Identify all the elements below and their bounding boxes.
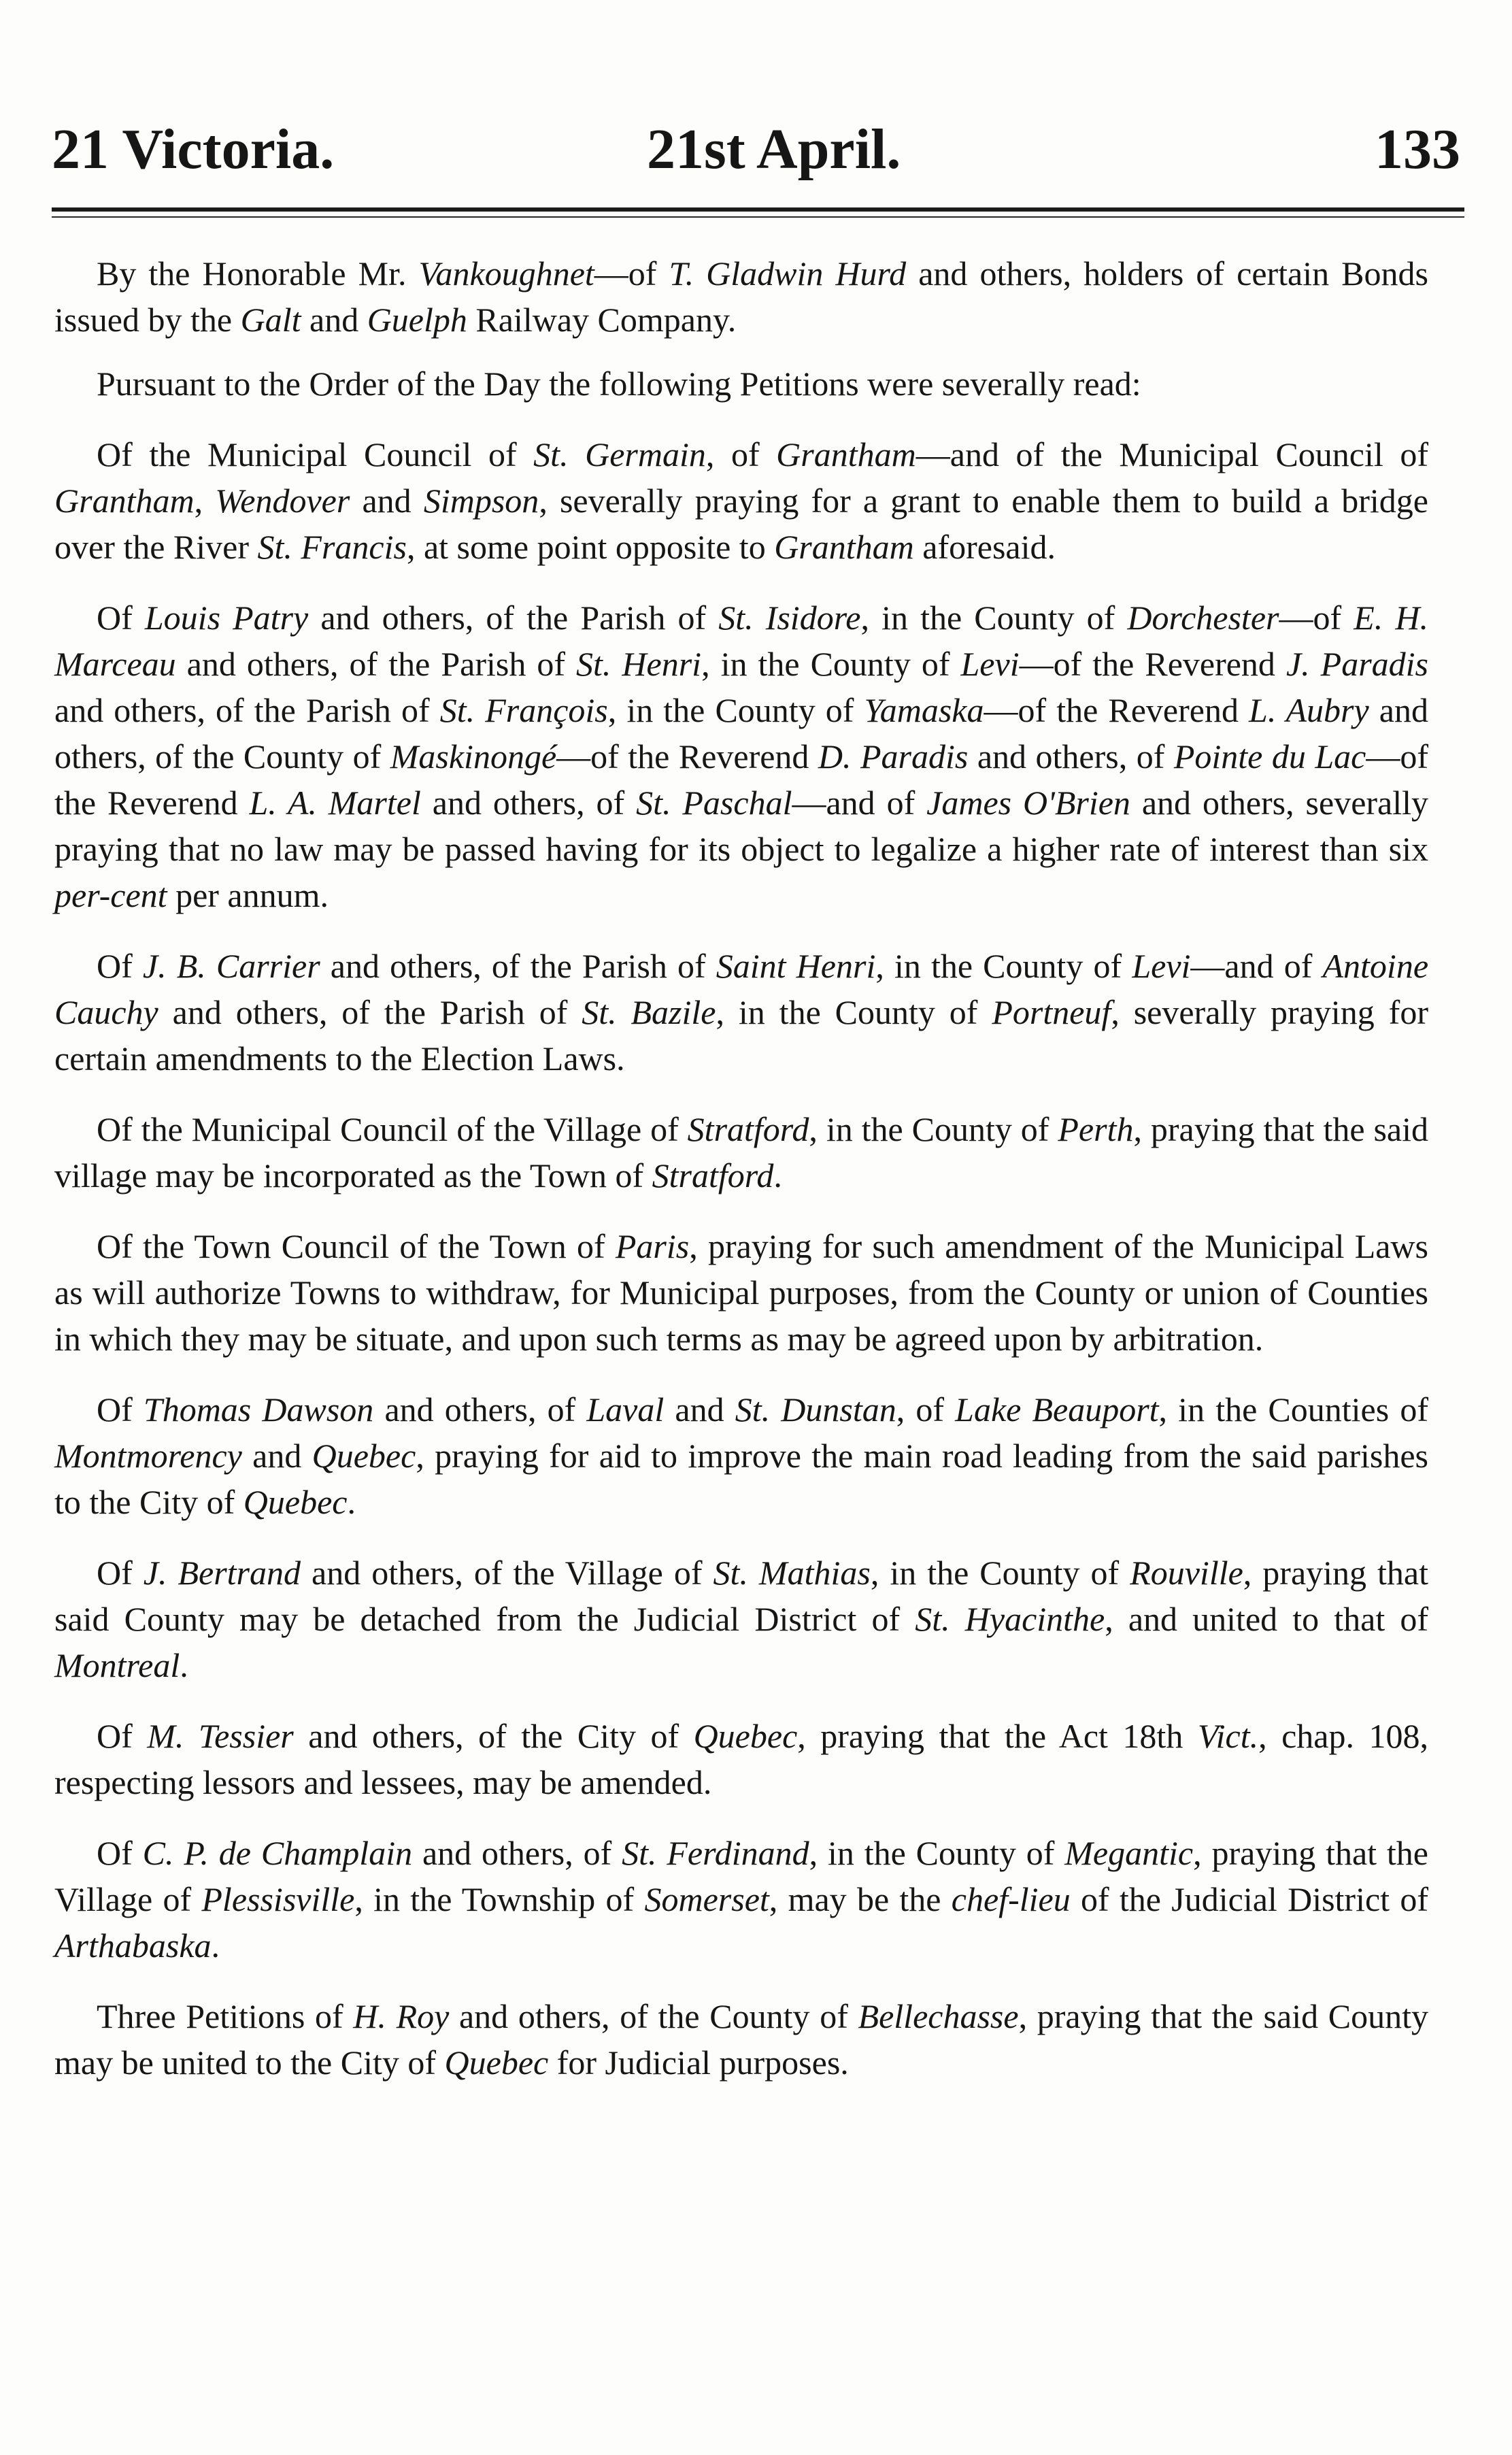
italic-name: Stratford: [652, 1156, 774, 1195]
paragraph-p2: [54, 361, 1428, 407]
italic-name: Plessisville: [201, 1880, 355, 1918]
text-run: and others, of: [373, 1390, 587, 1429]
text-run: —and of: [1190, 947, 1323, 985]
text-run: Of: [97, 1390, 144, 1429]
text-run: , of: [705, 435, 777, 473]
text-run: , praying that the said village may be incorporated as the Town of: [54, 1110, 1428, 1195]
text-run: —of the Reverend: [556, 737, 818, 775]
text-run: , in the Counties of: [1158, 1390, 1428, 1429]
italic-name: Grantham: [54, 482, 195, 520]
text-run: , in the County of: [701, 645, 961, 683]
text-run: of the Judicial District of: [1070, 1880, 1428, 1918]
text-run: , in the County of: [809, 1834, 1065, 1872]
italic-name: Megantic: [1064, 1834, 1194, 1872]
text-run: , praying for aid to improve the main road leading from the said parishes to the City of: [54, 1437, 1428, 1521]
text-run: and others, of the Parish of: [54, 691, 440, 729]
text-run: Of the Municipal Council of: [97, 435, 534, 473]
paragraph-p7: [54, 1223, 1428, 1362]
text-run: Of: [97, 1834, 143, 1872]
header-rule-thick: [52, 207, 1464, 212]
italic-name: James O'Brien: [926, 784, 1130, 822]
text-run: and others, of the Parish of: [175, 645, 576, 683]
italic-name: St. François: [439, 691, 608, 729]
italic-name: St. Ferdinand: [622, 1834, 809, 1872]
italic-name: Maskinongé: [390, 737, 557, 775]
text-run: for Judicial purposes.: [548, 2043, 849, 2082]
italic-name: Rouville: [1130, 1554, 1243, 1592]
text-run: , in the Township of: [354, 1880, 645, 1918]
italic-name: Levi: [960, 645, 1020, 683]
paragraph-p9: [54, 1550, 1428, 1688]
text-run: and: [664, 1390, 735, 1429]
italic-name: Thomas Dawson: [143, 1390, 374, 1429]
text-run: and: [350, 482, 424, 520]
italic-name: Yamaska: [864, 691, 984, 729]
italic-name: Louis Patry: [144, 599, 309, 637]
text-run: and: [241, 1437, 312, 1475]
italic-name: M. Tessier: [147, 1717, 294, 1755]
text-run: and others, of: [968, 737, 1174, 775]
text-run: Of the Municipal Council of the Village of: [97, 1110, 688, 1148]
italic-name: St. Germain: [533, 435, 706, 473]
italic-name: H. Roy: [353, 1997, 450, 2035]
italic-name: J. Bertrand: [143, 1554, 301, 1592]
italic-name: Wendover: [215, 482, 350, 520]
italic-name: St. Henri: [576, 645, 702, 683]
text-run: .: [347, 1483, 356, 1521]
text-run: and others, holders of certain Bonds issued by the: [54, 254, 1428, 339]
text-run: and others, of: [420, 784, 637, 822]
text-run: —of the Reverend: [1019, 645, 1286, 683]
text-run: , in the County of: [875, 947, 1132, 985]
italic-name: Lake Beauport: [955, 1390, 1159, 1429]
text-run: .: [773, 1156, 782, 1195]
text-run: By the Honorable Mr.: [97, 254, 419, 293]
header-date: 21st April.: [647, 118, 901, 181]
running-header: [52, 109, 1460, 190]
italic-name: St. Mathias: [713, 1554, 871, 1592]
text-run: , severally praying for certain amendments to the Election Laws.: [54, 993, 1428, 1078]
text-run: , praying for such amendment of the Municipal Laws as will authorize Towns to withdraw, for Municipal purposes, from the County or union of Counties in which they may be situate, and upon such terms as may be agreed upon by arbitration.: [54, 1227, 1428, 1358]
italic-name: St. Hyacinthe: [915, 1600, 1105, 1638]
italic-name: Pointe du Lac: [1173, 737, 1366, 775]
italic-name: Perth: [1058, 1110, 1134, 1148]
page-number: 133: [1375, 118, 1460, 181]
text-run: —of: [1279, 599, 1354, 637]
italic-name: Paris: [615, 1227, 690, 1265]
text-run: and others, of the Parish of: [320, 947, 716, 985]
text-run: and others, of: [412, 1834, 622, 1872]
text-run: .: [211, 1926, 220, 1965]
text-run: Railway Company.: [467, 301, 737, 339]
text-run: ,: [194, 482, 216, 520]
text-run: , at some point opposite to: [406, 528, 775, 566]
text-run: and others, of the Parish of: [308, 599, 719, 637]
text-run: , praying that the Village of: [54, 1834, 1428, 1918]
italic-name: Portneuf: [992, 993, 1111, 1031]
italic-name: per-cent: [54, 876, 167, 914]
paragraph-p4: [54, 595, 1428, 918]
text-run: —and of: [792, 784, 927, 822]
italic-name: St. Bazile: [582, 993, 716, 1031]
italic-name: L. Aubry: [1249, 691, 1369, 729]
text-run: —of: [594, 254, 669, 293]
italic-name: Montmorency: [54, 1437, 242, 1475]
italic-name: J. Paradis: [1286, 645, 1429, 683]
text-run: , of: [896, 1390, 956, 1429]
italic-name: Quebec: [693, 1717, 798, 1755]
text-run: , chap. 108, respecting lessors and lessees, may be amended.: [54, 1717, 1428, 1801]
paragraph-p10: [54, 1713, 1428, 1805]
italic-name: Simpson: [423, 482, 539, 520]
text-run: and others, of the Village of: [301, 1554, 713, 1592]
italic-name: C. P. de Champlain: [142, 1834, 413, 1872]
text-run: , praying that the Act 18th: [797, 1717, 1198, 1755]
text-run: and others, of the City of: [293, 1717, 694, 1755]
text-run: , severally praying for a grant to enable them to build a bridge over the River: [54, 482, 1428, 566]
text-run: aforesaid.: [913, 528, 1056, 566]
text-run: , in the County of: [716, 993, 992, 1031]
italic-name: Vankoughnet: [418, 254, 594, 293]
paragraph-p3: [54, 431, 1428, 570]
paragraph-p1: [54, 250, 1428, 343]
italic-name: Levi: [1132, 947, 1191, 985]
italic-name: Bellechasse: [858, 1997, 1019, 2035]
italic-name: Grantham: [774, 528, 914, 566]
italic-name: Antoine Cauchy: [54, 947, 1429, 1031]
italic-name: T. Gladwin Hurd: [669, 254, 907, 293]
italic-name: Saint Henri: [716, 947, 876, 985]
italic-name: Arthabaska: [54, 1926, 212, 1965]
page-body: [54, 250, 1428, 2110]
text-run: and others, severally praying that no law may be passed having for its object to legalize a higher rate of interest than six: [54, 784, 1429, 868]
text-run: Of: [97, 599, 145, 637]
italic-name: St. Paschal: [636, 784, 792, 822]
italic-name: Guelph: [367, 301, 467, 339]
text-run: Of: [97, 1554, 144, 1592]
italic-name: Quebec: [444, 2043, 549, 2082]
italic-name: Montreal: [54, 1646, 180, 1684]
text-run: Pursuant to the Order of the Day the following Petitions were severally read:: [97, 365, 1141, 403]
italic-name: Vict.: [1197, 1717, 1259, 1755]
paragraph-p6: [54, 1106, 1428, 1199]
italic-name: Grantham: [776, 435, 916, 473]
italic-name: L. A. Martel: [249, 784, 421, 822]
italic-name: Galt: [240, 301, 301, 339]
italic-name: Stratford: [687, 1110, 809, 1148]
italic-name: St. Francis: [257, 528, 407, 566]
italic-name: St. Dunstan: [735, 1390, 896, 1429]
paragraph-p11: [54, 1830, 1428, 1969]
text-run: —and of the Municipal Council of: [915, 435, 1428, 473]
text-run: , and united to that of: [1105, 1600, 1428, 1638]
text-run: , in the County of: [870, 1554, 1130, 1592]
text-run: —of the Reverend: [54, 737, 1428, 822]
italic-name: Quebec: [312, 1437, 416, 1475]
text-run: Of the Town Council of the Town of: [97, 1227, 616, 1265]
text-run: , praying that the said County may be united to the City of: [54, 1997, 1429, 2082]
text-run: Of: [97, 1717, 148, 1755]
italic-name: J. B. Carrier: [142, 947, 320, 985]
italic-name: St. Isidore: [718, 599, 861, 637]
header-regnal-year: 21 Victoria.: [52, 118, 335, 181]
italic-name: Quebec: [243, 1483, 348, 1521]
text-run: , in the County of: [860, 599, 1128, 637]
text-run: , in the County of: [607, 691, 864, 729]
text-run: and others, of the Parish of: [158, 993, 582, 1031]
paragraph-p8: [54, 1386, 1428, 1525]
text-run: Three Petitions of: [97, 1997, 354, 2035]
text-run: , in the County of: [809, 1110, 1058, 1148]
italic-name: E. H. Marceau: [54, 599, 1429, 683]
text-run: .: [180, 1646, 188, 1684]
text-run: and others, of the County of: [54, 691, 1428, 775]
text-run: Of: [97, 947, 143, 985]
header-rule-thin: [52, 216, 1464, 218]
italic-name: chef-lieu: [951, 1880, 1071, 1918]
italic-name: Somerset: [644, 1880, 769, 1918]
paragraph-p5: [54, 943, 1428, 1082]
text-run: , may be the: [769, 1880, 952, 1918]
italic-name: D. Paradis: [818, 737, 969, 775]
italic-name: Dorchester: [1127, 599, 1279, 637]
paragraph-p12: [54, 1993, 1428, 2086]
text-run: and others, of the County of: [449, 1997, 858, 2035]
italic-name: Laval: [586, 1390, 665, 1429]
text-run: , praying that said County may be detached from the Judicial District of: [54, 1554, 1429, 1638]
text-run: per annum.: [167, 876, 329, 914]
text-run: and: [301, 301, 367, 339]
text-run: —of the Reverend: [984, 691, 1249, 729]
